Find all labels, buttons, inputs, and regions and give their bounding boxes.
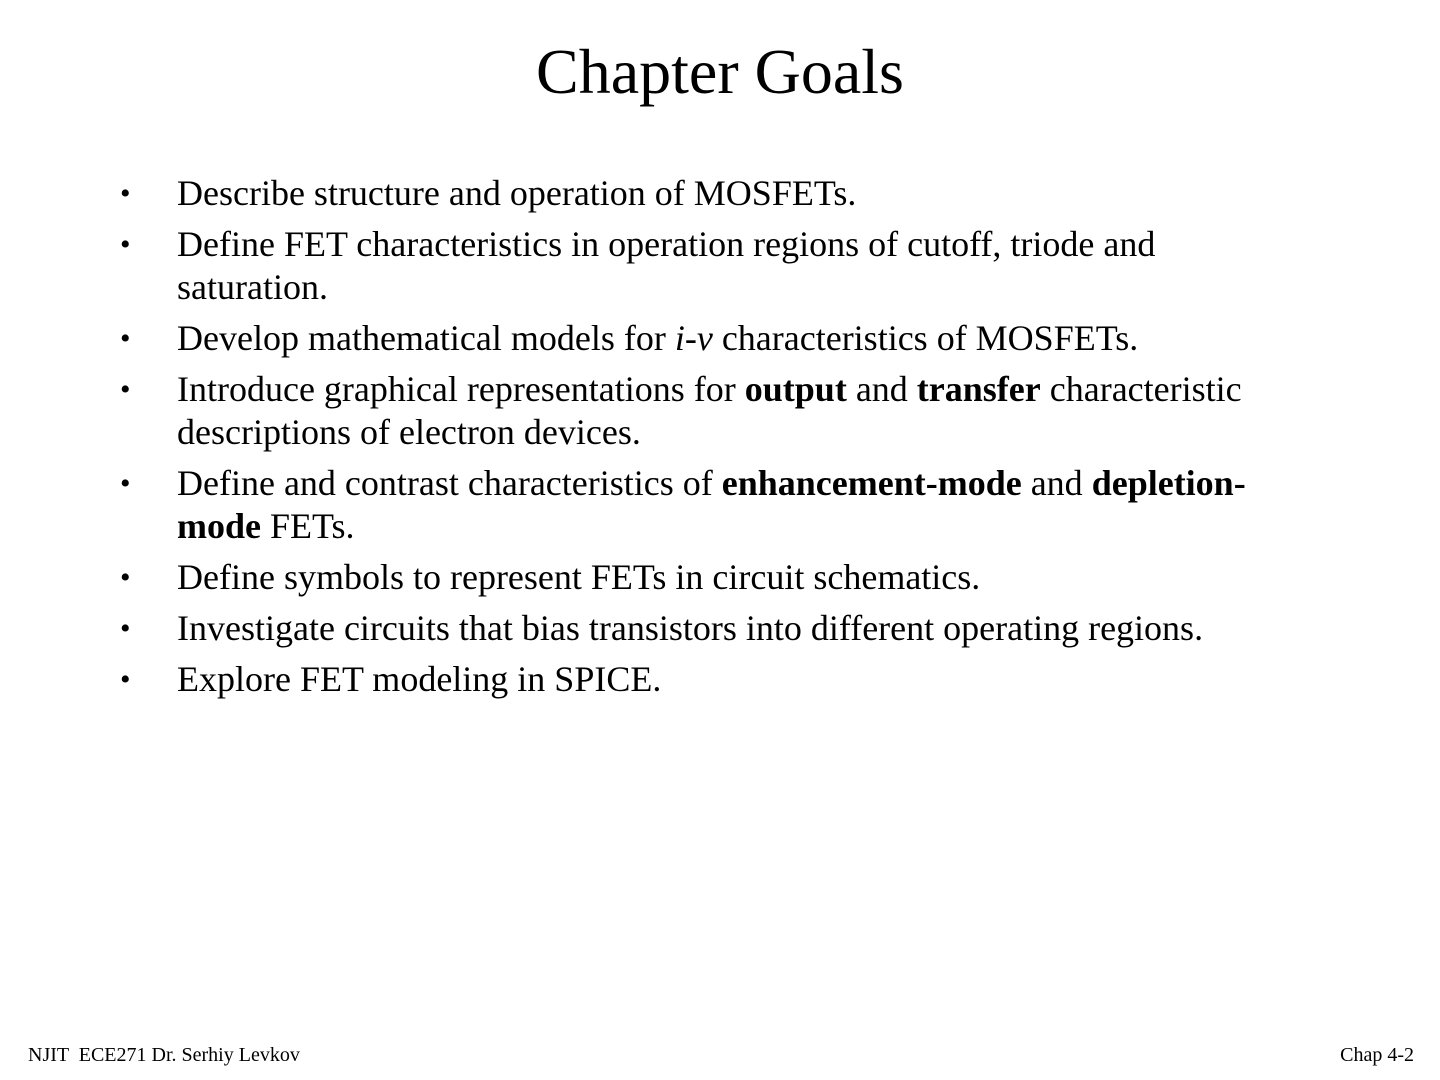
- bullet-text-segment: Describe structure and operation of MOSFETs.: [177, 173, 857, 213]
- bullet-dot-icon: •: [120, 612, 131, 645]
- bullet-text-segment: and: [846, 369, 917, 409]
- bullet-text-segment: Investigate circuits that bias transistors into different operating regions.: [177, 608, 1204, 648]
- bullet-text: [177, 463, 1246, 546]
- bullet-text-segment: Define FET characteristics in operation regions of cutoff, triode and saturation.: [177, 224, 1156, 307]
- bullet-dot-icon: •: [120, 561, 131, 594]
- bullet-list: [120, 172, 1300, 709]
- footer-page-number: Chap 4-2: [1340, 1044, 1414, 1066]
- bullet-item: [120, 368, 1300, 454]
- bullet-text: [177, 608, 1203, 648]
- bullet-item: [120, 556, 1300, 599]
- bullet-bold-term: transfer: [916, 369, 1041, 409]
- bullet-item: [120, 223, 1300, 309]
- bullet-dot-icon: •: [120, 663, 131, 696]
- bullet-dot-icon: •: [120, 228, 131, 261]
- bullet-dot-icon: •: [120, 177, 131, 210]
- bullet-text: [177, 173, 856, 213]
- bullet-text: [177, 557, 980, 597]
- bullet-bold-term: depletion-mode: [177, 463, 1246, 546]
- bullet-dot-icon: •: [120, 373, 131, 406]
- bullet-text-segment: characteristic descriptions of electron devices.: [177, 369, 1242, 452]
- bullet-text: [177, 318, 1138, 358]
- bullet-text-segment: Develop mathematical models for: [177, 318, 675, 358]
- bullet-bold-term: enhancement-mode: [721, 463, 1022, 503]
- bullet-item: [120, 462, 1300, 548]
- bullet-text-segment: FETs.: [261, 506, 355, 546]
- bullet-bold-term: output: [744, 369, 847, 409]
- bullet-text-segment: Explore FET modeling in SPICE.: [177, 659, 662, 699]
- bullet-dot-icon: •: [120, 322, 131, 355]
- bullet-italic-term: i-v: [674, 318, 713, 358]
- bullet-text-segment: and: [1021, 463, 1092, 503]
- slide-title: Chapter Goals: [536, 36, 904, 107]
- bullet-item: [120, 172, 1300, 215]
- bullet-text: [177, 224, 1155, 307]
- bullet-text-segment: Define symbols to represent FETs in circuit schematics.: [177, 557, 981, 597]
- bullet-dot-icon: •: [120, 467, 131, 500]
- footer-course-info: NJIT ECE271 Dr. Serhiy Levkov: [28, 1044, 300, 1066]
- bullet-text-segment: characteristics of MOSFETs.: [712, 318, 1139, 358]
- bullet-text-segment: Introduce graphical representations for: [177, 369, 745, 409]
- bullet-text-segment: Define and contrast characteristics of: [177, 463, 722, 503]
- bullet-item: [120, 658, 1300, 701]
- bullet-text: [177, 369, 1242, 452]
- bullet-item: [120, 607, 1300, 650]
- bullet-text: [177, 659, 661, 699]
- bullet-item: [120, 317, 1300, 360]
